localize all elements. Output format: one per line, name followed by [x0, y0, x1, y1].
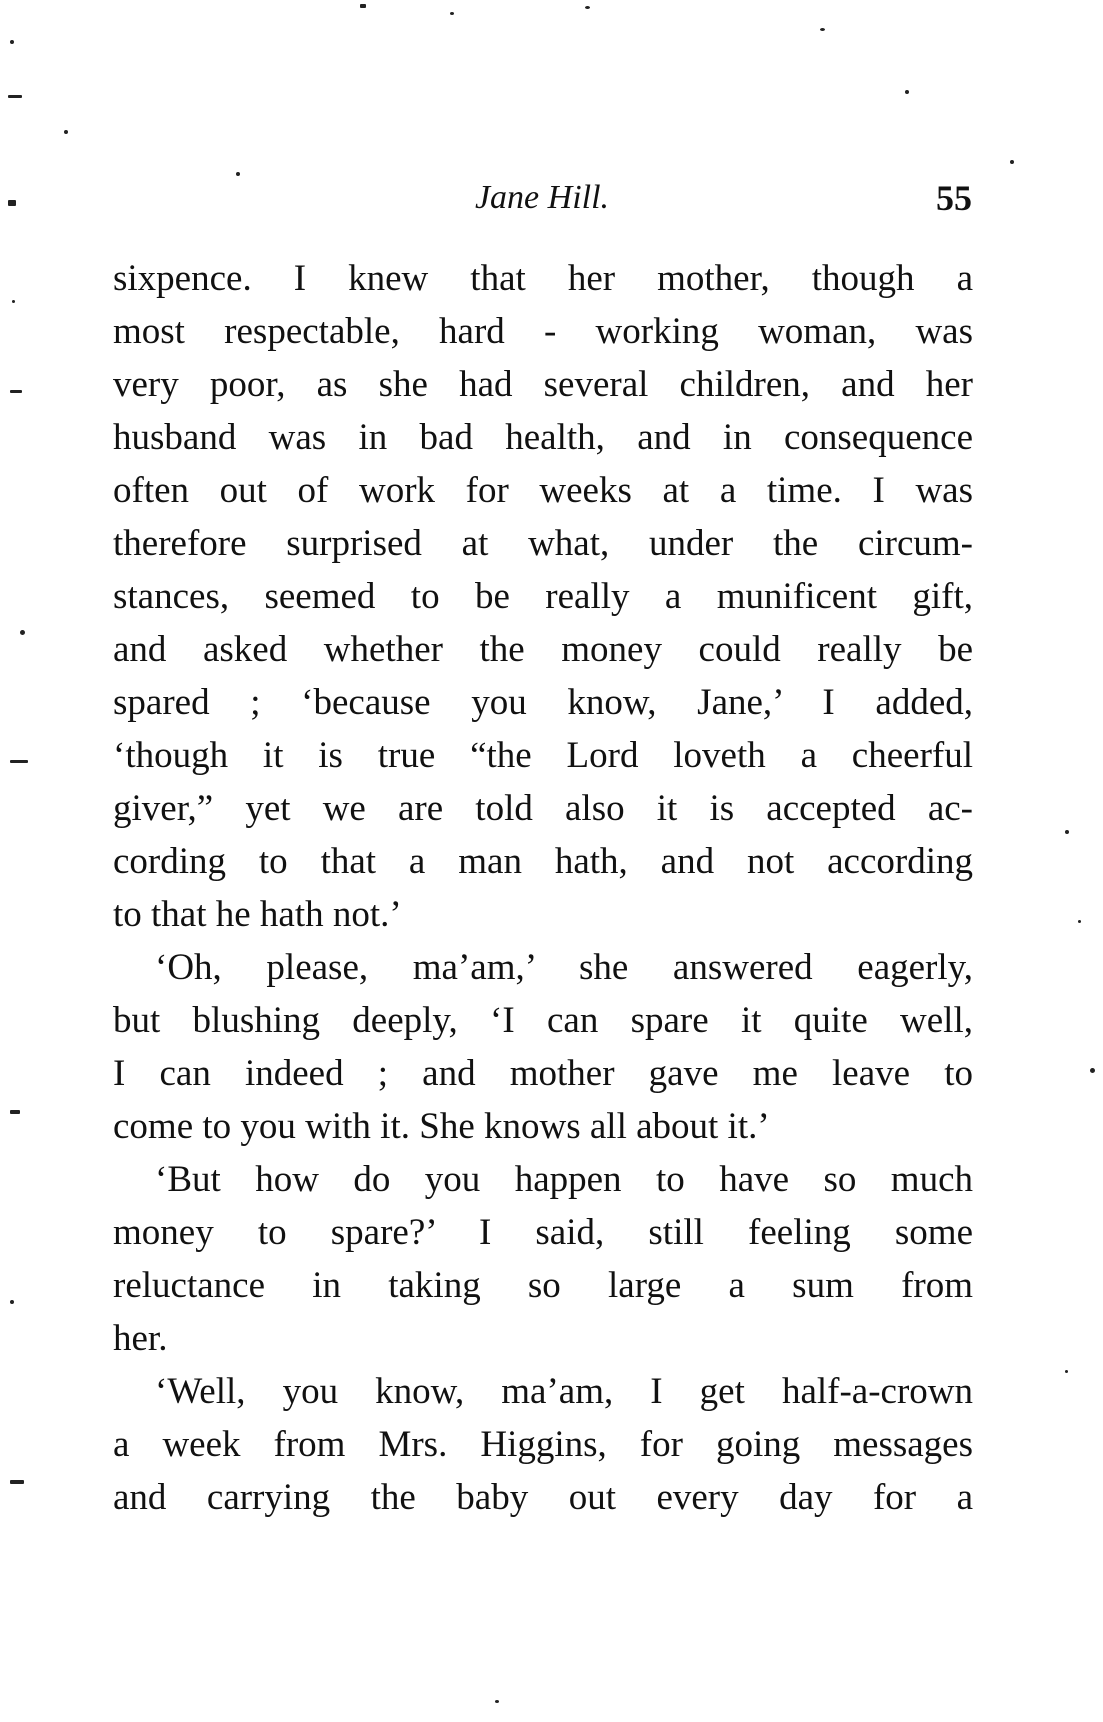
scan-speck: [10, 390, 22, 393]
scan-speck: [10, 1300, 14, 1304]
running-head: [112, 178, 972, 228]
scan-speck: [64, 130, 68, 134]
text-line: but blushing deeply, ‘I can spare it quite well,: [113, 1000, 973, 1041]
scan-speck: [10, 760, 28, 763]
scan-speck: [1090, 1068, 1095, 1073]
scan-speck: [12, 300, 15, 303]
text-line: reluctance in taking so large a sum from: [113, 1265, 973, 1306]
scan-speck: [1065, 830, 1069, 834]
scan-speck: [450, 12, 454, 15]
scan-speck: [1010, 160, 1014, 164]
text-line: sixpence. I knew that her mother, though a: [113, 258, 973, 299]
text-line: husband was in bad health, and in consequence: [113, 417, 973, 458]
text-line: ‘Well, you know, ma’am, I get half-a-crown: [155, 1371, 973, 1412]
scan-speck: [20, 630, 25, 635]
text-line: and carrying the baby out every day for a: [113, 1477, 973, 1518]
text-line: very poor, as she had several children, and her: [113, 364, 973, 405]
scan-speck: [1065, 1370, 1068, 1373]
body-text: [113, 252, 973, 1524]
text-line: therefore surprised at what, under the circum-: [113, 523, 973, 564]
text-line: cording to that a man hath, and not according: [113, 841, 973, 882]
text-line: come to you with it. She knows all about it.’: [113, 1106, 770, 1147]
text-line: giver,” yet we are told also it is accepted ac-: [113, 788, 973, 829]
text-line: I can indeed ; and mother gave me leave to: [113, 1053, 973, 1094]
text-line: and asked whether the money could really be: [113, 629, 973, 670]
text-line: most respectable, hard - working woman, was: [113, 311, 973, 352]
scan-speck: [236, 172, 240, 176]
scan-speck: [10, 1110, 20, 1114]
scan-speck: [1078, 920, 1081, 923]
scan-speck: [360, 4, 366, 8]
text-line: often out of work for weeks at a time. I was: [113, 470, 973, 511]
text-line: a week from Mrs. Higgins, for going messages: [113, 1424, 973, 1465]
scan-speck: [495, 1700, 499, 1703]
text-line: stances, seemed to be really a munificent gift,: [113, 576, 973, 617]
scan-speck: [10, 40, 14, 44]
scan-speck: [8, 200, 16, 206]
text-line: money to spare?’ I said, still feeling some: [113, 1212, 973, 1253]
page-number: 55: [936, 178, 972, 218]
scan-speck: [585, 6, 590, 9]
scan-speck: [905, 90, 909, 94]
scan-speck: [820, 28, 825, 31]
text-line: to that he hath not.’: [113, 894, 402, 935]
scan-speck: [8, 95, 22, 98]
text-line: spared ; ‘because you know, Jane,’ I added,: [113, 682, 973, 723]
scan-speck: [10, 1480, 24, 1484]
text-line: ‘though it is true “the Lord loveth a cheerful: [113, 735, 973, 776]
text-line: ‘But how do you happen to have so much: [155, 1159, 973, 1200]
running-title: Jane Hill.: [474, 179, 610, 216]
text-line: her.: [113, 1318, 168, 1359]
text-line: ‘Oh, please, ma’am,’ she answered eagerly,: [155, 947, 973, 988]
